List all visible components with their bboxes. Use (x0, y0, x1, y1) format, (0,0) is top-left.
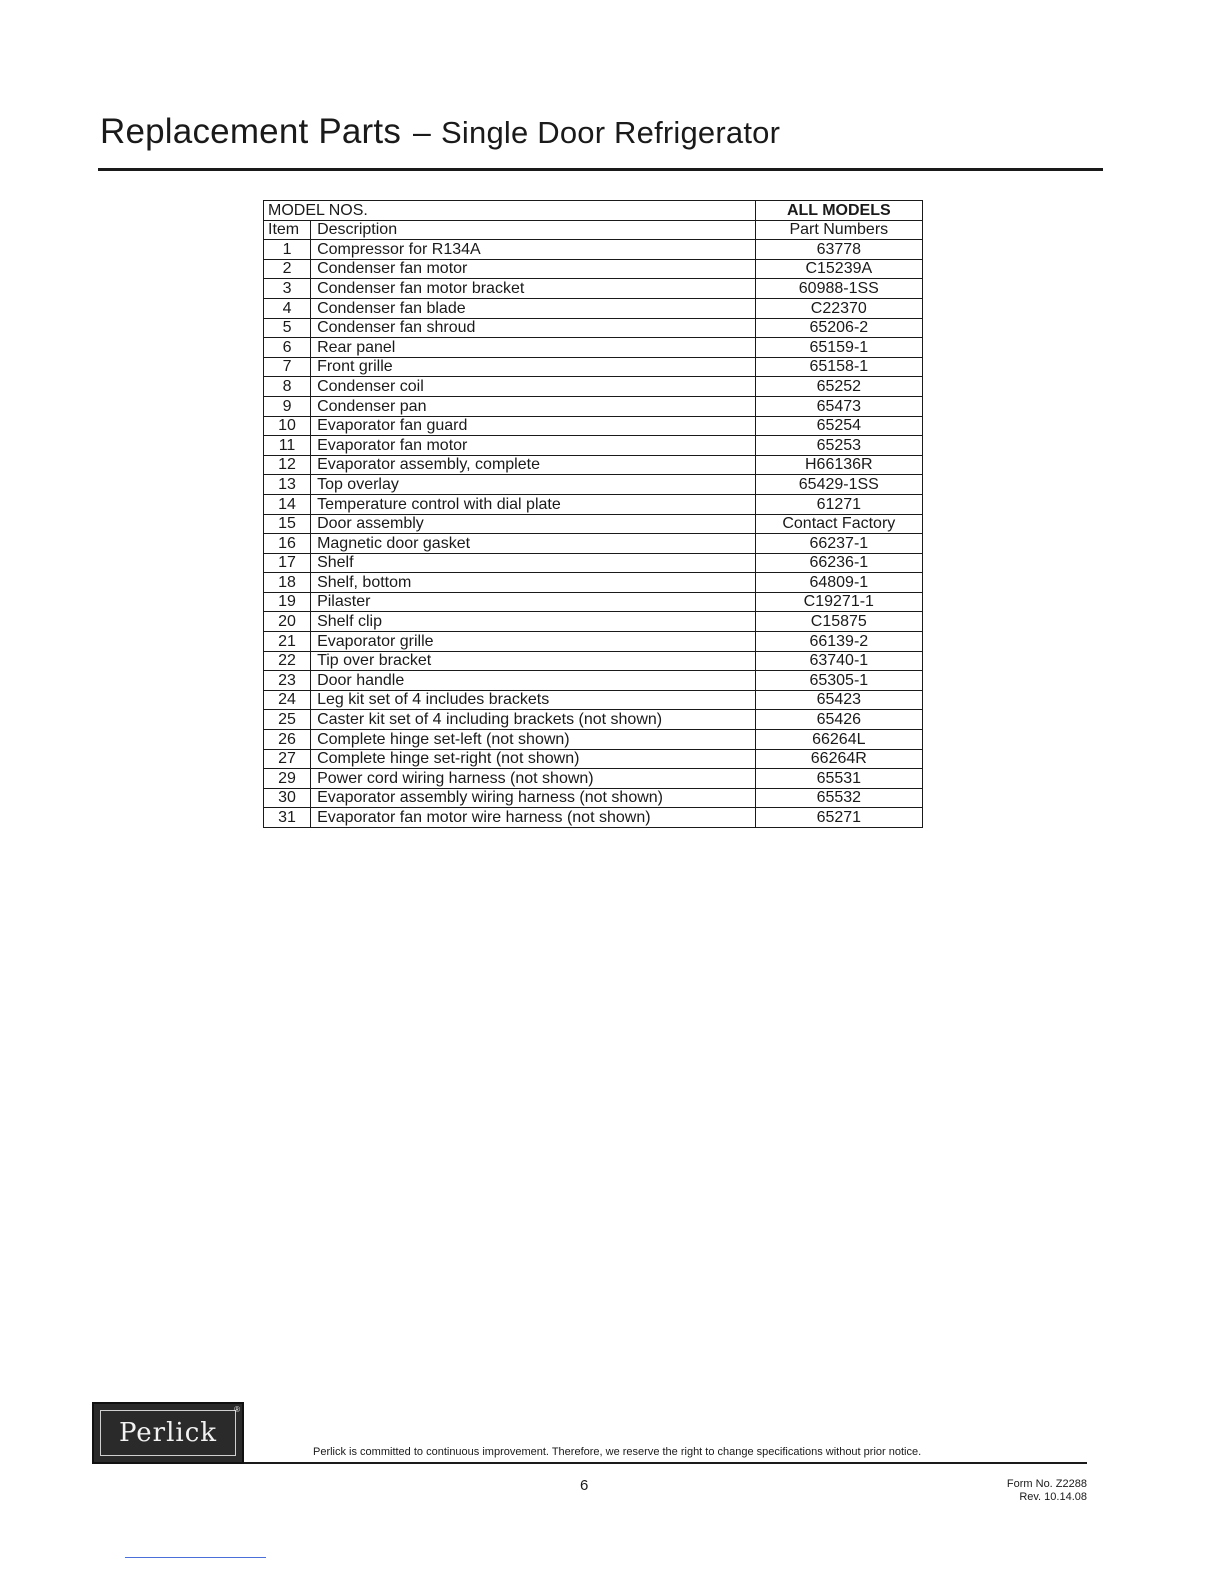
part-number-cell: 66236-1 (755, 553, 922, 573)
item-cell: 26 (264, 730, 311, 750)
scan-underline (125, 1557, 266, 1558)
item-cell: 8 (264, 377, 311, 397)
description-cell: Leg kit set of 4 includes brackets (311, 690, 756, 710)
description-cell: Condenser fan shroud (311, 318, 756, 338)
all-models-header: ALL MODELS (755, 201, 922, 221)
item-cell: 27 (264, 749, 311, 769)
part-number-cell: 65159-1 (755, 338, 922, 358)
item-cell: 24 (264, 690, 311, 710)
table-row (264, 632, 923, 652)
table-row (264, 240, 923, 260)
table-row (264, 651, 923, 671)
item-cell: 12 (264, 455, 311, 475)
item-cell: 11 (264, 436, 311, 456)
table-header-row-columns (264, 220, 923, 240)
description-cell: Evaporator assembly wiring harness (not shown) (311, 788, 756, 808)
part-number-cell: 65254 (755, 416, 922, 436)
part-number-cell: 65305-1 (755, 671, 922, 691)
description-cell: Front grille (311, 357, 756, 377)
item-cell: 21 (264, 632, 311, 652)
item-cell: 5 (264, 318, 311, 338)
item-cell: 6 (264, 338, 311, 358)
part-number-cell: C19271-1 (755, 592, 922, 612)
description-cell: Complete hinge set-left (not shown) (311, 730, 756, 750)
table-row (264, 690, 923, 710)
item-cell: 1 (264, 240, 311, 260)
part-number-cell: 65423 (755, 690, 922, 710)
form-info (1007, 1478, 1087, 1504)
table-row (264, 553, 923, 573)
item-cell: 18 (264, 573, 311, 593)
part-number-cell: 66264R (755, 749, 922, 769)
description-cell: Evaporator fan motor wire harness (not shown) (311, 808, 756, 828)
description-cell: Complete hinge set-right (not shown) (311, 749, 756, 769)
part-number-cell: C22370 (755, 298, 922, 318)
part-number-cell: 64809-1 (755, 573, 922, 593)
item-cell: 20 (264, 612, 311, 632)
item-cell: 15 (264, 514, 311, 534)
description-cell: Top overlay (311, 475, 756, 495)
table-row (264, 494, 923, 514)
part-number-cell: 65473 (755, 396, 922, 416)
table-row (264, 788, 923, 808)
table-row (264, 475, 923, 495)
description-cell: Compressor for R134A (311, 240, 756, 260)
part-number-cell: 63778 (755, 240, 922, 260)
part-number-cell: 65429-1SS (755, 475, 922, 495)
table-row (264, 612, 923, 632)
table-header-row-models (264, 201, 923, 221)
description-cell: Evaporator fan guard (311, 416, 756, 436)
item-cell: 4 (264, 298, 311, 318)
part-number-cell: 65206-2 (755, 318, 922, 338)
part-number-cell: 65426 (755, 710, 922, 730)
table-row (264, 377, 923, 397)
description-cell: Condenser fan motor bracket (311, 279, 756, 299)
item-cell: 14 (264, 494, 311, 514)
description-cell: Rear panel (311, 338, 756, 358)
logo-text: Perlick (118, 1418, 218, 1448)
part-number-cell: 63740-1 (755, 651, 922, 671)
description-cell: Caster kit set of 4 including brackets (not shown) (311, 710, 756, 730)
part-number-cell: 66264L (755, 730, 922, 750)
page-title (100, 112, 780, 152)
part-number-cell: 61271 (755, 494, 922, 514)
table-row (264, 573, 923, 593)
title-subtitle: Single Door Refrigerator (441, 115, 781, 150)
part-number-cell: 66237-1 (755, 534, 922, 554)
parts-table (263, 200, 923, 828)
description-cell: Power cord wiring harness (not shown) (311, 769, 756, 789)
table-row (264, 298, 923, 318)
part-number-cell: 66139-2 (755, 632, 922, 652)
description-cell: Shelf, bottom (311, 573, 756, 593)
item-cell: 7 (264, 357, 311, 377)
item-cell: 9 (264, 396, 311, 416)
item-cell: 19 (264, 592, 311, 612)
description-cell: Shelf clip (311, 612, 756, 632)
table-row (264, 730, 923, 750)
description-cell: Evaporator assembly, complete (311, 455, 756, 475)
table-row (264, 749, 923, 769)
description-cell: Pilaster (311, 592, 756, 612)
table-row (264, 769, 923, 789)
part-number-cell: 65158-1 (755, 357, 922, 377)
part-number-cell: 65531 (755, 769, 922, 789)
part-number-cell: C15875 (755, 612, 922, 632)
table-row (264, 279, 923, 299)
part-number-cell: 65532 (755, 788, 922, 808)
part-number-cell: C15239A (755, 259, 922, 279)
description-cell: Condenser coil (311, 377, 756, 397)
title-dash: – (413, 114, 432, 150)
part-numbers-column-header: Part Numbers (755, 220, 922, 240)
item-cell: 10 (264, 416, 311, 436)
item-cell: 25 (264, 710, 311, 730)
description-column-header: Description (311, 220, 756, 240)
footer-notice: Perlick is committed to continuous improvement. Therefore, we reserve the right to change specifications without prior notice. (313, 1446, 922, 1458)
table-row (264, 514, 923, 534)
table-row (264, 357, 923, 377)
table-row (264, 592, 923, 612)
model-nos-header: MODEL NOS. (264, 201, 756, 221)
item-cell: 3 (264, 279, 311, 299)
title-main: Replacement Parts (100, 112, 402, 151)
table-row (264, 436, 923, 456)
description-cell: Tip over bracket (311, 651, 756, 671)
revision-date: Rev. 10.14.08 (1019, 1491, 1087, 1503)
description-cell: Temperature control with dial plate (311, 494, 756, 514)
table-row (264, 455, 923, 475)
description-cell: Condenser fan motor (311, 259, 756, 279)
table-row (264, 416, 923, 436)
description-cell: Shelf (311, 553, 756, 573)
table-row (264, 710, 923, 730)
title-rule (98, 168, 1103, 171)
logo-frame (100, 1410, 236, 1456)
part-number-cell: 65271 (755, 808, 922, 828)
registered-mark: ® (234, 1405, 240, 1414)
part-number-cell: H66136R (755, 455, 922, 475)
item-cell: 29 (264, 769, 311, 789)
part-number-cell: 60988-1SS (755, 279, 922, 299)
part-number-cell: 65252 (755, 377, 922, 397)
item-cell: 30 (264, 788, 311, 808)
table-row (264, 808, 923, 828)
table-row (264, 671, 923, 691)
description-cell: Evaporator grille (311, 632, 756, 652)
table-row (264, 534, 923, 554)
part-number-cell: 65253 (755, 436, 922, 456)
description-cell: Magnetic door gasket (311, 534, 756, 554)
description-cell: Door assembly (311, 514, 756, 534)
footer-rule (244, 1462, 1087, 1464)
description-cell: Condenser fan blade (311, 298, 756, 318)
table-row (264, 259, 923, 279)
description-cell: Evaporator fan motor (311, 436, 756, 456)
perlick-logo (92, 1402, 244, 1464)
item-column-header: Item (264, 220, 311, 240)
item-cell: 13 (264, 475, 311, 495)
item-cell: 23 (264, 671, 311, 691)
item-cell: 31 (264, 808, 311, 828)
table-row (264, 396, 923, 416)
table-row (264, 318, 923, 338)
description-cell: Door handle (311, 671, 756, 691)
item-cell: 2 (264, 259, 311, 279)
item-cell: 17 (264, 553, 311, 573)
description-cell: Condenser pan (311, 396, 756, 416)
item-cell: 16 (264, 534, 311, 554)
page-number: 6 (580, 1477, 589, 1494)
form-number: Form No. Z2288 (1006, 1478, 1087, 1490)
table-row (264, 338, 923, 358)
item-cell: 22 (264, 651, 311, 671)
part-number-cell: Contact Factory (755, 514, 922, 534)
